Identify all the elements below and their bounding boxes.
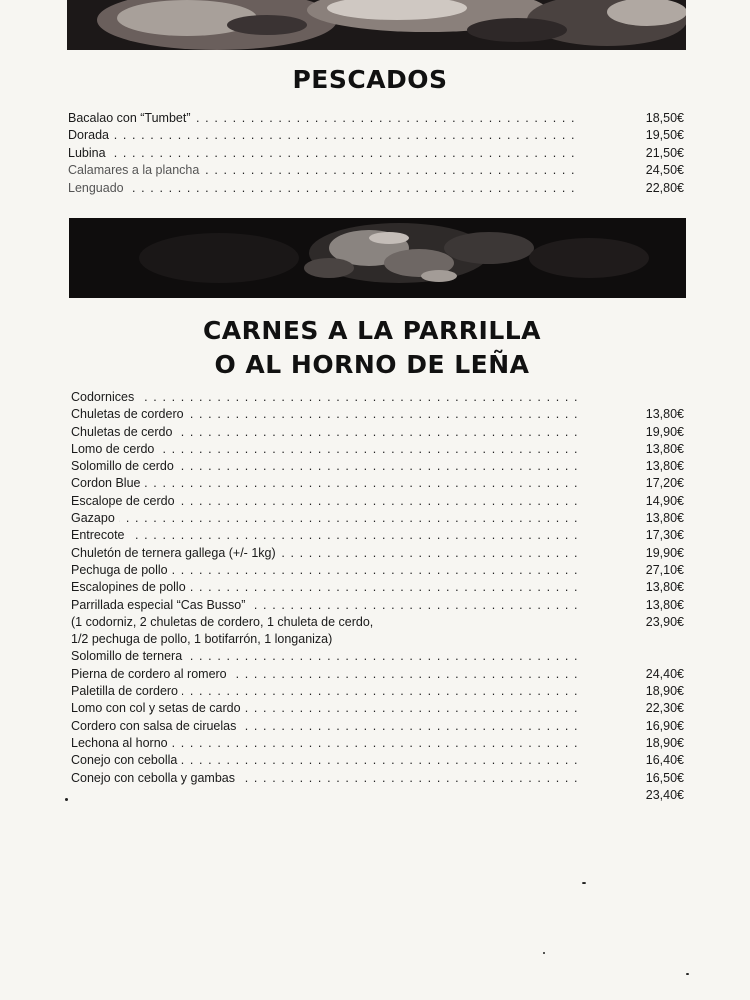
menu-item-note: (1 codorniz, 2 chuletas de cordero, 1 chuleta de cerdo, 23,90€ (71, 614, 684, 629)
menu-item: . . . Conejo con cebolla y gambas 16,50€ (71, 770, 684, 787)
section-title-pescados: PESCADOS (292, 65, 448, 94)
paper-speck (686, 973, 689, 975)
menu-item: . . . Solomillo de cerdo 13,80€ (71, 458, 684, 475)
menu-item: 23,40€ (71, 787, 684, 804)
menu-item: . . . Pechuga de pollo 27,10€ (71, 562, 684, 579)
menu-item: . . . Lomo de cerdo 13,80€ (71, 441, 684, 458)
menu-list-pescados (68, 110, 684, 197)
menu-list-carnes (71, 389, 684, 804)
menu-item-note: 1/2 pechuga de pollo, 1 botifarrón, 1 longaniza) (71, 631, 684, 648)
menu-item: . . . Lomo con col y setas de cardo 22,30€ (71, 700, 684, 717)
section-title-carnes-line1: CARNES A LA PARRILLA (202, 316, 542, 345)
menu-item: . . . Chuletas de cordero 13,80€ (71, 406, 684, 423)
menu-item: . . . Pierna de cordero al romero 24,40€ (71, 666, 684, 683)
menu-item: . . . Escalopines de pollo 13,80€ (71, 579, 684, 596)
menu-item: . . . Cordero con salsa de ciruelas 16,90€ (71, 718, 684, 735)
paper-speck (65, 798, 68, 801)
menu-item: . . . Lenguado 22,80€ (68, 180, 684, 197)
menu-item: . . . Bacalao con “Tumbet” 18,50€ (68, 110, 684, 127)
paper-speck (543, 952, 545, 954)
section-title-carnes-line2: O AL HORNO DE LEÑA (214, 350, 530, 379)
menu-item: . . . Dorada 19,50€ (68, 127, 684, 144)
menu-item: . . . Cordon Blue 17,20€ (71, 475, 684, 492)
menu-item: . . . Escalope de cerdo 14,90€ (71, 493, 684, 510)
menu-item: . . . Calamares a la plancha 24,50€ (68, 162, 684, 179)
menu-item: . . . Lubina 21,50€ (68, 145, 684, 162)
menu-item: . . . Paletilla de cordero 18,90€ (71, 683, 684, 700)
middle-food-photo (69, 218, 686, 298)
menu-item: . . . Parrillada especial “Cas Busso” 13,80€ (71, 597, 684, 614)
menu-item: . . . Chuletas de cerdo 19,90€ (71, 424, 684, 441)
menu-item: . . . Conejo con cebolla 16,40€ (71, 752, 684, 769)
top-food-photo (67, 0, 686, 50)
menu-item: . . . Codornices (71, 389, 684, 406)
paper-speck (582, 882, 586, 884)
menu-item: . . . Lechona al horno 18,90€ (71, 735, 684, 752)
menu-item: . . . Entrecote 17,30€ (71, 527, 684, 544)
menu-item: . . . Gazapo 13,80€ (71, 510, 684, 527)
menu-item: . . . Chuletón de ternera gallega (+/- 1kg) 19,90€ (71, 545, 684, 562)
menu-item: . . . Solomillo de ternera (71, 648, 684, 665)
